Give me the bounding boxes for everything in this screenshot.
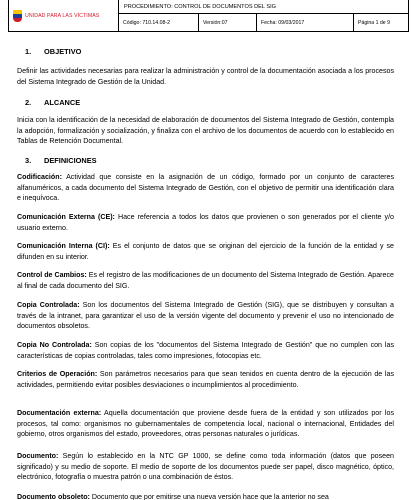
section-heading-objetivo: 1. OBJETIVO [25, 47, 82, 56]
definition-item: Documento obsoleto: Documento que por emitirse una nueva versión hace que la anterior no sea [17, 493, 329, 500]
definition-item: Copia Controlada: Son los documentos del Sistema Integrado de Gestión (SIG), que se distribuyen y consultan a través de la intranet, para garantizar el uso de la versión vigente del documento y prevenir el uso no intencionado de documentos obsoletos. [17, 301, 394, 331]
definition-item: Control de Cambios: Es el registro de las modificaciones de un documento del Sistema Integrado de Gestión. Aparece al final de cada documento del SIG. [17, 271, 394, 290]
procedure-title: PROCEDIMIENTO: CONTROL DE DOCUMENTOS DEL SIG [119, 0, 408, 14]
document-header [8, 0, 409, 32]
definition-item: Criterios de Operación: Son parámetros necesarios para que sean tenidos en cuenta dentro de la ejecución de las actividades, permitiendo evitar posibles desviaciones o incumplimientos al procedimiento. [17, 370, 394, 389]
alcance-paragraph: Inicia con la identificación de la necesidad de elaboración de documentos del Sistema Integrado de Gestión, contempla la adopción, formalización y socialización, y finaliza con el archivo de los documentos de acuerdo con lo establecido en Tablas de Retención Documental. [17, 116, 394, 146]
section-heading-definiciones: 3. DEFINICIONES [25, 156, 97, 165]
colombia-crest-icon [13, 10, 22, 22]
date-cell: Fecha: 09/03/2017 [257, 14, 354, 31]
code-cell: Código: 710.14.08-2 [119, 14, 199, 31]
section-heading-alcance: 2. ALCANCE [25, 98, 81, 107]
definition-item: Copia No Controlada: Son copias de los "documentos del Sistema Integrado de Gestión" que no cumplen con las características de copias controladas, tales como impresiones, fotocopias etc. [17, 341, 394, 360]
definition-item: Codificación: Actividad que consiste en la asignación de un código, formado por un conjunto de caracteres alfanuméricos, a cada documento del Sistema Integrado de Gestión, con el objetivo de permitir una identificación clara e inequívoca. [17, 173, 394, 203]
objetivo-paragraph: Definir las actividades necesarias para realizar la administración y control de la documentación asociada a los procesos del Sistema Integrado de Gestión de la Unidad. [17, 67, 394, 86]
header-info [119, 0, 408, 31]
version-cell: Versión:07 [199, 14, 257, 31]
definition-item: Documento: Según lo establecido en la NTC GP 1000, se define como toda información (datos que poseen significado) y su medio de soporte. El medio de soporte de los documentos puede ser papel, disco magnético, óptico, electrónico, fotografía o muestra patrón o una combinación de éstos. [17, 452, 394, 482]
logo-text: UNIDAD PARA LAS VÍCTIMAS [25, 12, 100, 19]
definition-item: Comunicación Interna (CI): Es el conjunto de datos que se originan del ejercicio de la función de la entidad y se difunden en su interior. [17, 242, 394, 261]
page-cell: Página 1 de 9 [358, 19, 391, 26]
definition-item: Documentación externa: Aquella documentación que proviene desde fuera de la entidad y son utilizados por los procesos, tal como: organismos no gubernamentales de competencia local, nacional o internacional, Entidades del gobierno, otros organismos del estado, proveedores, otras personas naturales o jurídicas. [17, 409, 394, 439]
definition-item: Comunicación Externa (CE): Hace referencia a todos los datos que provienen o son generados por el cliente y/o usuario externo. [17, 213, 394, 232]
header-meta [119, 14, 408, 31]
logo-cell [9, 0, 119, 31]
